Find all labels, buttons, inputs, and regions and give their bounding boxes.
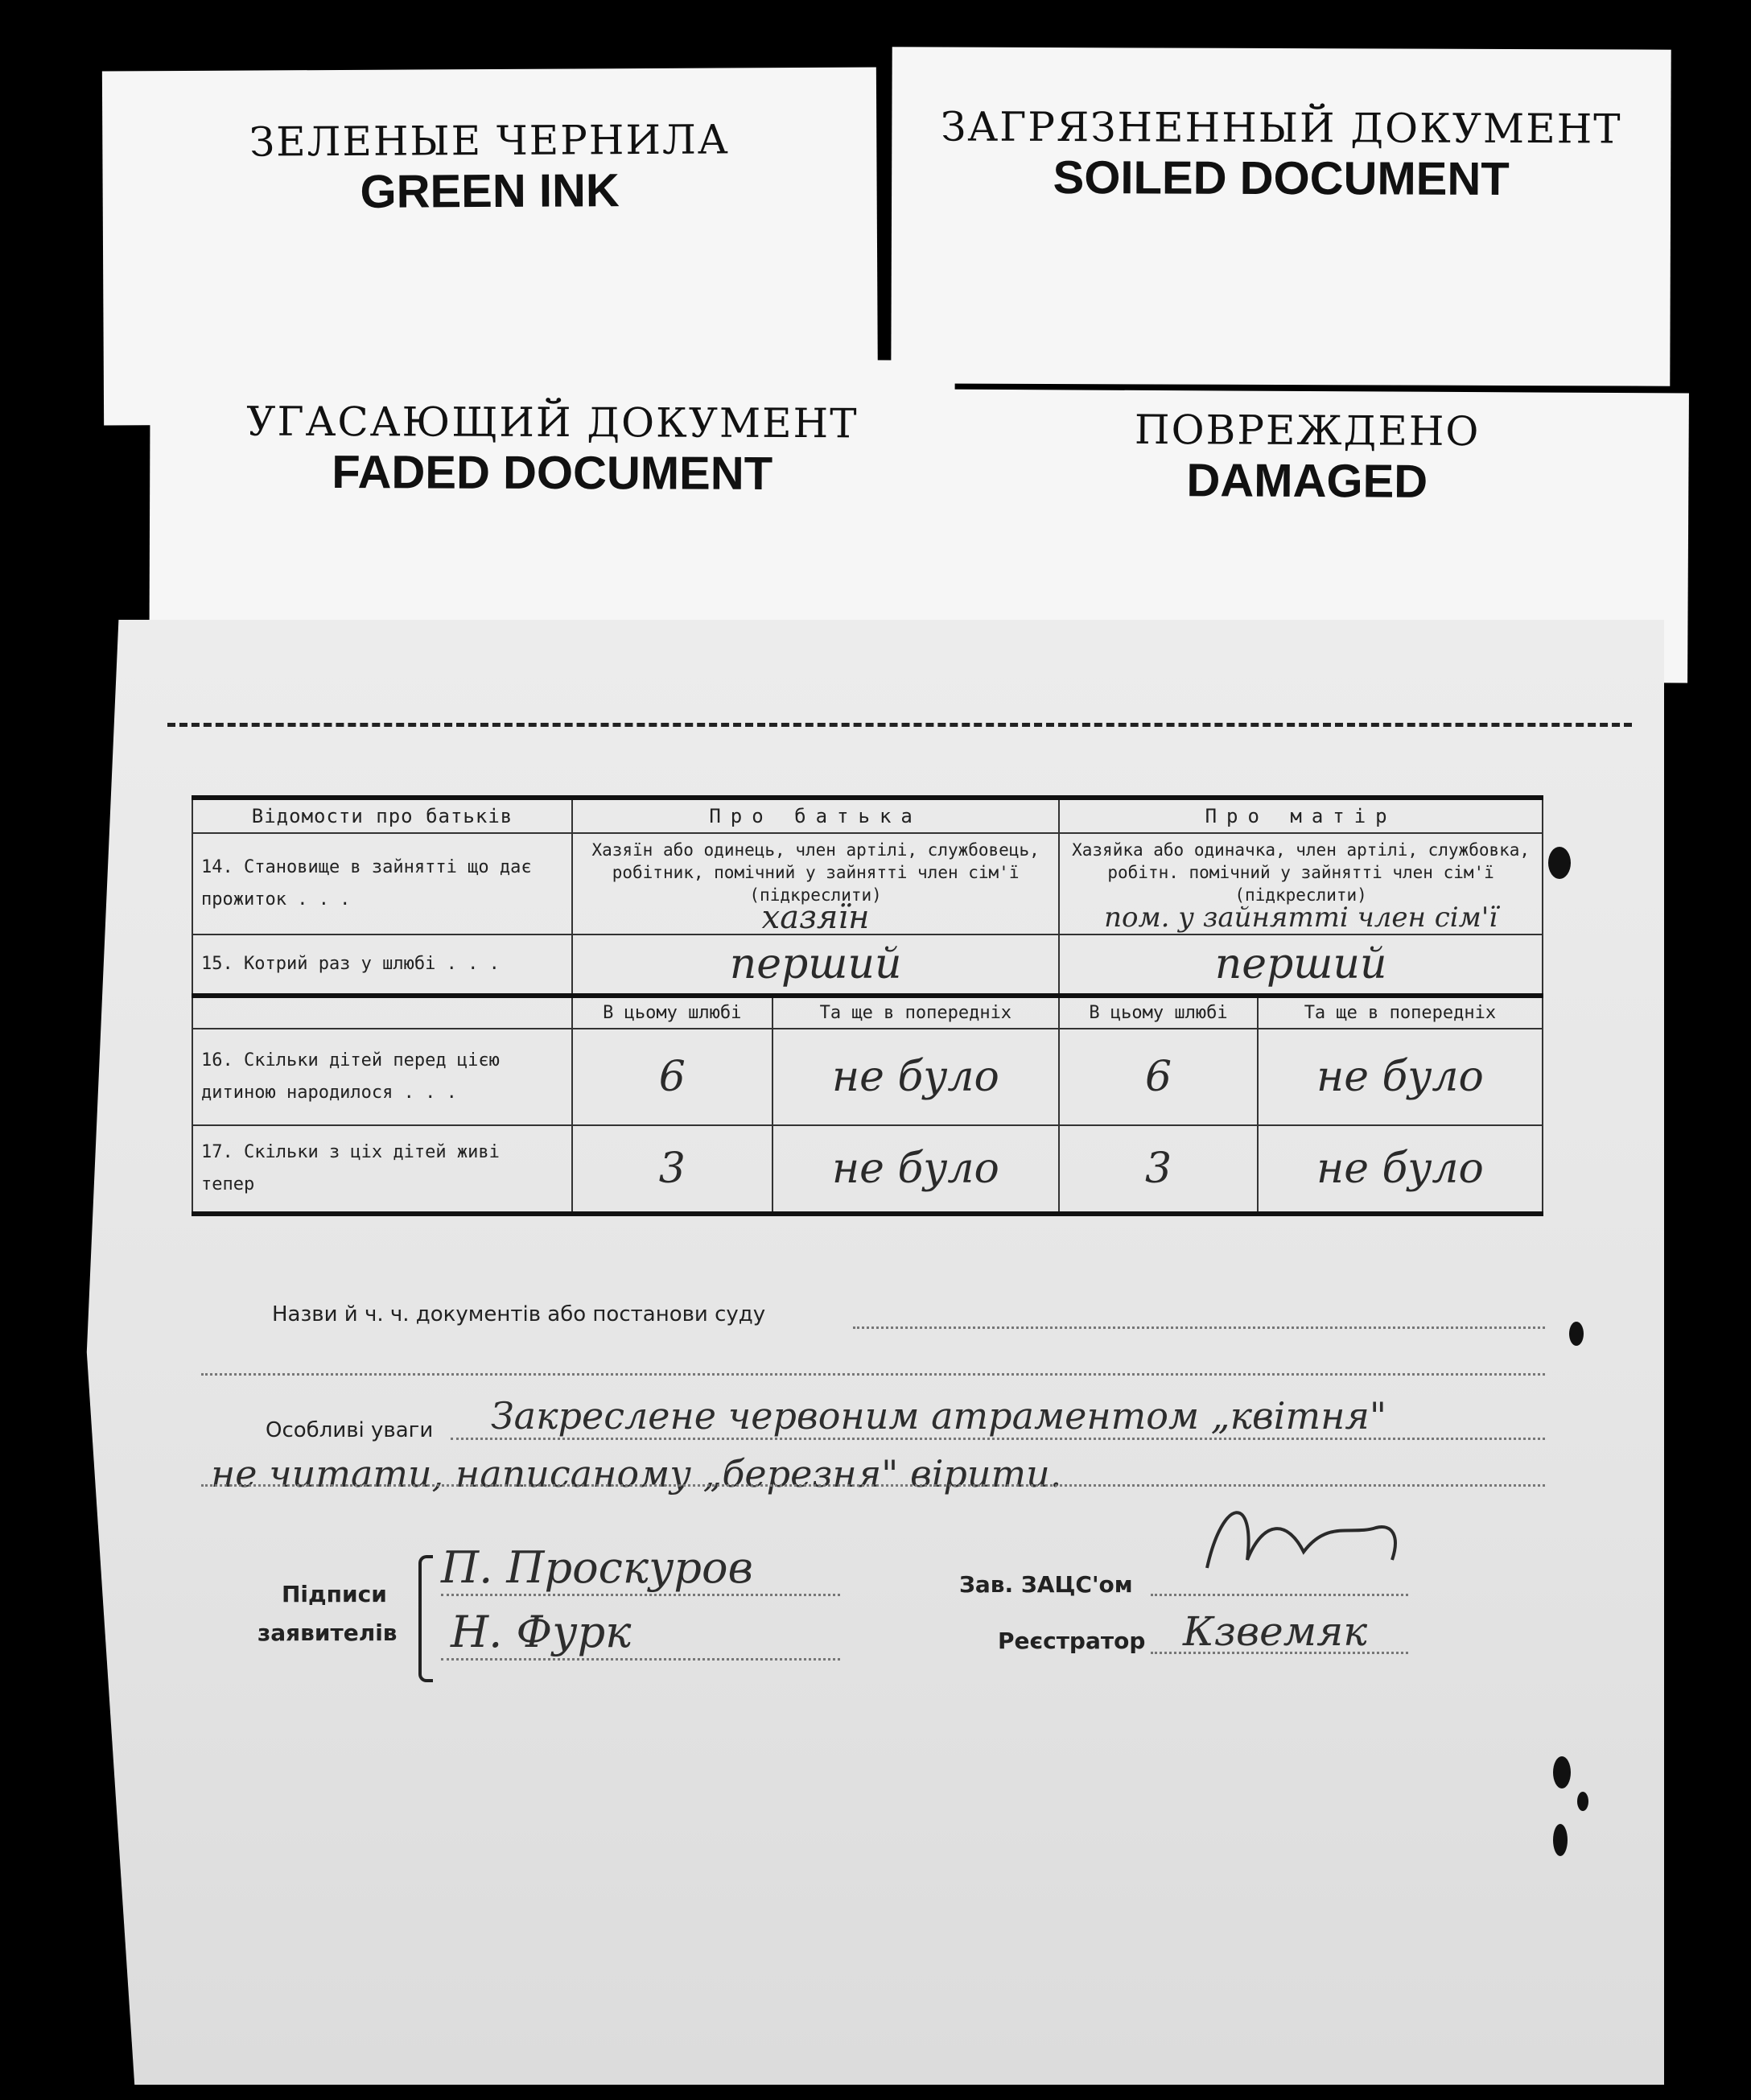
subheader-mother-previous: Та ще в попередніх [1258,996,1543,1029]
green-ink-label-ru: ЗЕЛЕНЫЕ ЧЕРНИЛА [249,116,730,166]
subheader-mother-current: В цьому шлюбі [1059,996,1258,1029]
notes-line-1: Закреслене червоним атраментом „квітня" [491,1394,1387,1438]
damaged-label-ru: ПОВРЕЖДЕНО [1134,406,1481,456]
father-children-born-current: 6 [572,1029,772,1125]
mother-occupation-handwritten: пом. у зайнятті член сім'ї [1104,901,1498,934]
table-row-17 [192,1125,1543,1214]
subheader-father-previous: Та ще в попередніх [772,996,1060,1029]
father-occupation-handwritten: хазяїн [761,899,870,936]
documents-dotted-line-2 [201,1373,1545,1376]
registrar-signature: Кзвемяк [1183,1608,1368,1655]
header-mother: Про матір [1059,798,1543,833]
mother-children-born-previous: не було [1258,1029,1543,1125]
green-ink-label-en: GREEN INK [360,164,620,218]
father-occupation-options: Хазяїн або одинець, член артілі, службовець, робітник, помічний у зайнятті член сім'ї (підкреслити) [591,840,1040,905]
father-children-born-previous: не було [772,1029,1060,1125]
question-15: 15. Котрий раз у шлюбі . . . [192,934,572,996]
notes-dotted-line-2 [201,1484,1545,1487]
header-father: Про батька [572,798,1059,833]
damage-hole [1553,1756,1571,1789]
question-14: 14. Становище в зайнятті що дає прожиток . . . [192,833,572,934]
perforation-line [167,723,1632,727]
table-row-15 [192,934,1543,996]
mother-occupation-options: Хазяйка або одиначка, член артілі, службовка, робітн. помічний у зайнятті член сім'ї (підкреслити) [1072,840,1531,905]
documents-label: Назви й ч. ч. документів або постанови суду [272,1302,766,1326]
mother-occupation-cell [1059,833,1543,934]
registrar-label: Реєстратор [998,1628,1146,1654]
signature-brace [418,1555,433,1682]
mother-children-alive-previous: не було [1258,1125,1543,1214]
father-marriage-count: перший [572,934,1059,996]
applicants-signature-label-2: заявителів [258,1619,398,1646]
question-17: 17. Скільки з ціх дітей живі тепер [192,1125,572,1214]
father-children-alive-current: 3 [572,1125,772,1214]
parents-info-table [192,795,1543,1216]
applicants-signature-label-1: Підписи [282,1581,387,1607]
faded-label-ru: УГАСАЮЩИЙ ДОКУМЕНТ [246,398,859,448]
subheader-blank [192,996,572,1029]
head-signature-scribble [1191,1487,1416,1584]
damaged-label-en: DAMAGED [1186,454,1428,508]
mother-marriage-count: перший [1059,934,1543,996]
father-children-alive-previous: не було [772,1125,1060,1214]
father-occupation-cell [572,833,1059,934]
documents-dotted-line [853,1326,1545,1329]
damage-hole [1577,1792,1588,1811]
soiled-label-ru: ЗАГРЯЗНЕННЫЙ ДОКУМЕНТ [941,103,1622,153]
damage-hole [1569,1322,1584,1346]
question-16: 16. Скільки дітей перед цією дитиною народилося . . . [192,1029,572,1125]
mother-children-alive-current: 3 [1059,1125,1258,1214]
head-of-registry-line [1151,1594,1408,1596]
soiled-label-en: SOILED DOCUMENT [1053,151,1510,205]
notes-label: Особливі уваги [266,1418,434,1442]
table-subheader-row [192,996,1543,1029]
faded-label-en: FADED DOCUMENT [332,446,773,500]
table-header-row [192,798,1543,833]
damage-hole [1548,847,1571,879]
mother-children-born-current: 6 [1059,1029,1258,1125]
subheader-father-current: В цьому шлюбі [572,996,772,1029]
applicant-signature-1: П. Проскуров [441,1542,753,1593]
damage-hole [1553,1824,1568,1856]
table-row-14 [192,833,1543,934]
notes-dotted-line-1 [451,1438,1545,1440]
applicant-2-line [441,1658,840,1661]
applicant-1-line [441,1594,840,1596]
soiled-document-card [891,47,1671,386]
head-of-registry-label: Зав. ЗАЦС'ом [959,1571,1133,1598]
header-parents-info: Відомости про батьків [192,798,572,833]
table-row-16 [192,1029,1543,1125]
notes-line-2: не читати, написаному „березня" вірити. [211,1452,1062,1496]
applicant-signature-2: Н. Фурк [451,1607,632,1657]
